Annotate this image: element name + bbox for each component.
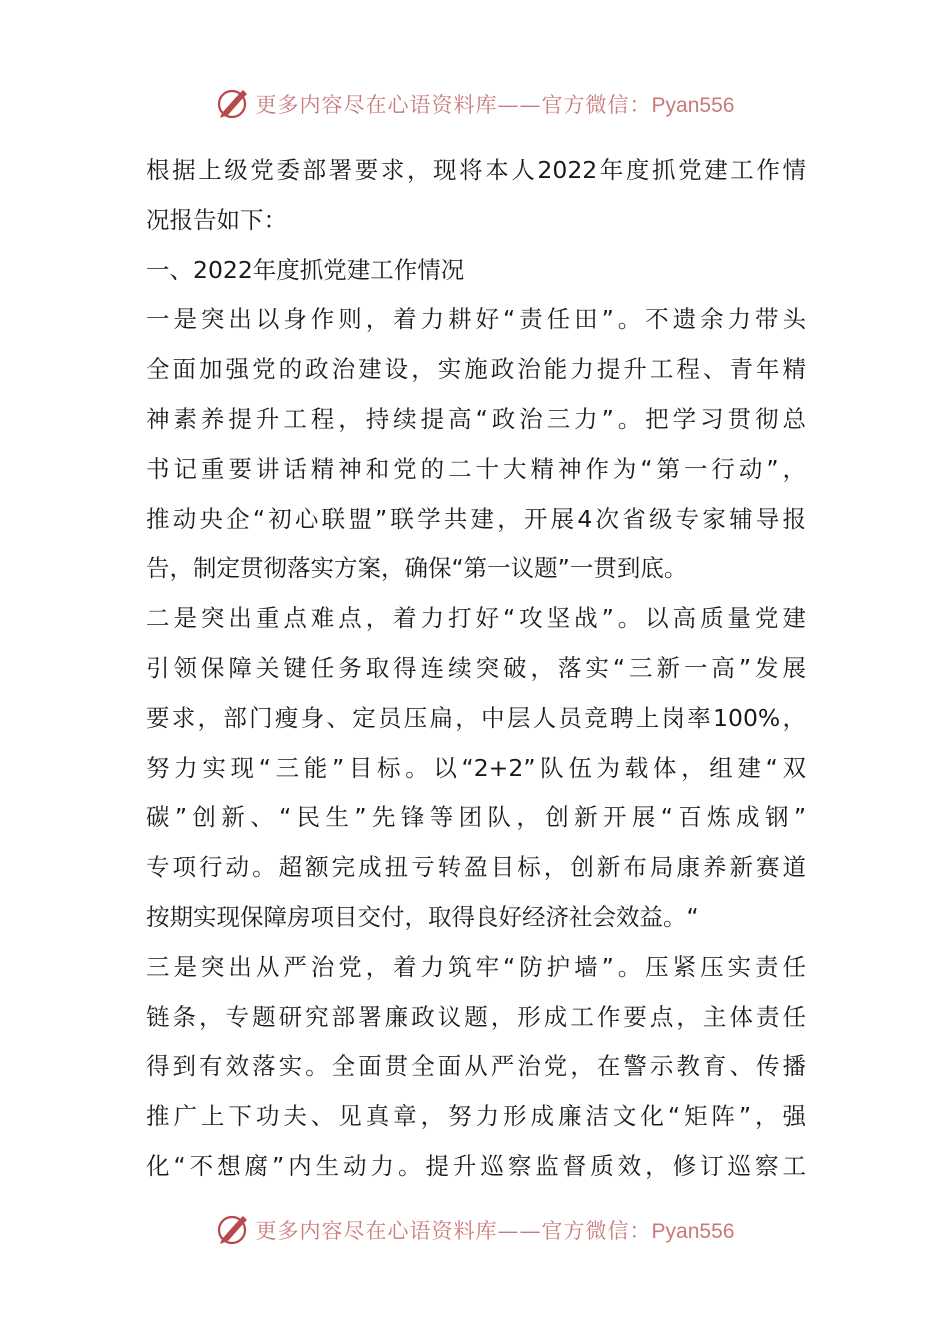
- body-line: 告，制定贯彻落实方案，确保“第一议题”一贯到底。: [146, 554, 688, 583]
- body-line: 二是突出重点难点，着力打好“攻坚战”。以高质量党建: [146, 604, 806, 633]
- header-site-text: 更多内容尽在心语资料库: [255, 93, 498, 117]
- document-body: [146, 146, 806, 1192]
- header-wechat-account: Pyan556: [651, 94, 735, 117]
- body-line: 碳”创新、“民生”先锋等团队，创新开展“百炼成钢”: [146, 803, 806, 832]
- body-line: 努力实现“三能”目标。以“2+2”队伍为载体，组建“双: [146, 753, 806, 782]
- body-line: 化“不想腐”内生动力。提升巡察监督质效，修订巡察工: [146, 1151, 806, 1180]
- body-line: 链条，专题研究部署廉政议题，形成工作要点，主体责任: [146, 1002, 806, 1031]
- body-line: 得到有效落实。全面贯全面从严治党，在警示教育、传播: [146, 1052, 806, 1081]
- footer-dash: ——: [497, 1219, 542, 1243]
- body-line: 书记重要讲话精神和党的二十大精神作为“第一行动”，: [146, 454, 806, 483]
- body-line: 推广上下功夫、见真章，努力形成廉洁文化“矩阵”，强: [146, 1102, 806, 1131]
- body-line: 推动央企“初心联盟”联学共建，开展4次省级专家辅导报: [146, 504, 806, 533]
- pen-logo-icon: [216, 87, 250, 121]
- body-line: 根据上级党委部署要求，现将本人2022年度抓党建工作情: [146, 156, 806, 184]
- body-line: 专项行动。超额完成扭亏转盈目标，创新布局康养新赛道: [146, 853, 806, 882]
- footer-banner: [0, 1210, 950, 1250]
- body-line: 引领保障关键任务取得连续突破，落实“三新一高”发展: [146, 653, 806, 682]
- footer-banner-inner: [216, 1213, 735, 1247]
- footer-wechat-label: 官方微信：: [541, 1219, 652, 1243]
- body-line: 一是突出以身作则，着力耕好“责任田”。不遗余力带头: [146, 305, 806, 334]
- body-line: 况报告如下：: [146, 205, 287, 234]
- header-banner-inner: [216, 87, 735, 121]
- header-wechat-label: 官方微信：: [541, 93, 652, 117]
- body-line: 按期实现保障房项目交付，取得良好经济社会效益。“: [146, 902, 699, 931]
- body-line: 三是突出从严治党，着力筑牢“防护墙”。压紧压实责任: [146, 952, 806, 981]
- header-banner: [0, 84, 950, 124]
- body-line: 全面加强党的政治建设，实施政治能力提升工程、青年精: [146, 355, 806, 384]
- body-line: 要求，部门瘦身、定员压扁，中层人员竞聘上岗率100%，: [146, 703, 806, 732]
- footer-site-text: 更多内容尽在心语资料库: [255, 1219, 498, 1243]
- body-line: 神素养提升工程，持续提高“政治三力”。把学习贯彻总: [146, 404, 806, 433]
- header-dash: ——: [497, 93, 542, 117]
- section-heading: 一、2022年度抓党建工作情况: [146, 255, 465, 284]
- footer-banner-text: [256, 1215, 735, 1245]
- footer-wechat-account: Pyan556: [651, 1220, 735, 1243]
- pen-logo-icon: [216, 1213, 250, 1247]
- header-banner-text: [256, 89, 735, 119]
